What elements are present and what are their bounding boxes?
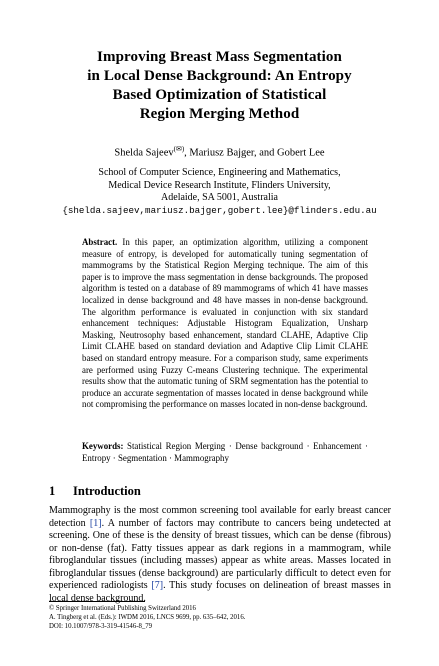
author-first: Shelda Sajeev [114,147,174,159]
keywords-text: Statistical Region Merging · Dense background · Enhancement · Entropy · Segmentation · Mammography [82,441,368,463]
paper-title [60,48,379,124]
abstract-label: Abstract. [82,237,118,247]
keywords [82,441,368,464]
citation-link[interactable]: [7] [151,580,164,591]
intro-paragraph [49,505,391,605]
title-line: Improving Breast Mass Segmentation [97,49,342,65]
footer-line: © Springer International Publishing Switzerland 2016 [49,605,196,612]
footer-line: DOI: 10.1007/978-3-319-41546-8_79 [49,623,153,630]
author-list [40,145,399,159]
abstract [82,237,368,411]
affiliation-line: Adelaide, SA 5001, Australia [161,192,278,203]
author-email: {shelda.sajeev,mariusz.bajger,gobert.lee}@flinders.edu.au [62,204,377,216]
title-line: Based Optimization of Statistical [112,87,327,103]
citation-link[interactable]: [1] [89,517,102,529]
footer-line: A. Tingberg et al. (Eds.): IWDM 2016, LNCS 9699, pp. 635–642, 2016. [49,614,246,621]
section-number: 1 [49,484,56,498]
footnote-rule [49,601,145,602]
intro-text: Mammography is the most common screening tool available for early breast cancer detection [49,505,391,529]
author-rest: , Mariusz Bajger, and Gobert Lee [184,147,325,159]
affiliation-line: School of Computer Science, Engineering and Mathematics, [98,167,341,178]
affiliation-line: Medical Device Research Institute, Flinders University, [108,179,331,191]
intro-text: . This study focuses on delineation of breast masses in local dense background. [49,580,391,604]
corresponding-mail-mark: (✉) [173,145,185,153]
title-line: in Local Dense Background: An Entropy [87,68,352,84]
keywords-label: Keywords: [82,441,124,451]
intro-text: . A number of factors may contribute to cancers being undetected at screening. One of these is the density of breast tissues, which can be dense (fibrous) or non-dense (fat). Fatty tissues appear as dark regions in a mammogram, while fibroglandular tissues (including masses) appear as white areas. Masses located in fibroglandular tissues (dense background) are particularly difficult to detect even for experienced radiologists [49,517,391,591]
section-heading [49,484,141,499]
copyright-footer [49,604,245,631]
affiliation [40,167,399,217]
abstract-text: In this paper, an optimization algorithm, utilizing a component measure of entropy, is developed for automatically tuning segmentation of mammograms by the Statistical Region Merging technique. The aim of this paper is to improve the mass segmentation in dense backgrounds. The proposed algorithm is tested on a database of 89 mammograms of which 41 have masses localized in dense background and 48 have masses in non-dense background. The algorithm performance is evaluated in conjunction with six standard enhancement techniques: Adjustable Histogram Equalization, Unsharp Masking, Neutrosophy based enhancement, standard CLAHE, Adaptive Clip Limit CLAHE based on standard deviation and Adaptive Clip Limit CLAHE based on standard entropy measure. For a comparison study, same experiments are performed using Fuzzy C-means Clustering technique. The experimental results show that the automatic tuning of SRM segmentation has the potential to produce an accurate segmentation of masses located in dense background while not compromising the performance on masses located in non-dense background. [82,237,368,410]
title-line: Region Merging Method [139,106,300,122]
section-title: Introduction [73,484,141,498]
